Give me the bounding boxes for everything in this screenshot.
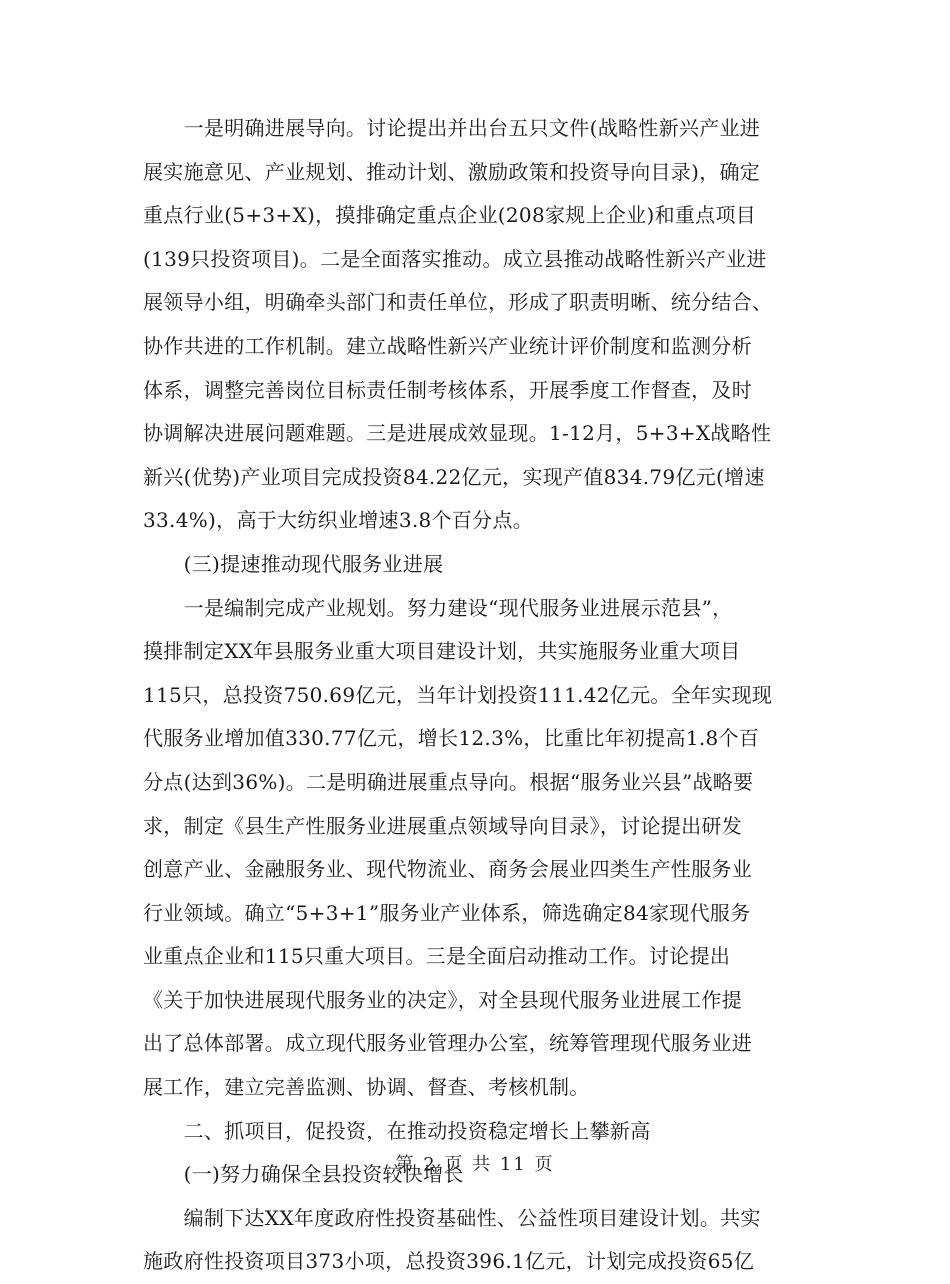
text-line: 摸排制定XX年县服务业重大项目建设计划，共实施服务业重大项目: [143, 639, 741, 664]
text-line: 一是编制完成产业规划。努力建设“现代服务业进展示范县”，: [143, 595, 733, 620]
text-line: 协作共进的工作机制。建立战略性新兴产业统计评价制度和监测分析: [143, 333, 752, 358]
text-line: 重点行业(5+3+X)，摸排确定重点企业(208家规上企业)和重点项目: [143, 203, 757, 228]
text-line: 新兴(优势)产业项目完成投资84.22亿元，实现产值834.79亿元(增速: [143, 464, 765, 489]
text-line: 求，制定《县生产性服务业进展重点领域导向目录》，讨论提出研发: [143, 813, 742, 838]
text-line: 展实施意见、产业规划、推动计划、激励政策和投资导向目录)，确定: [143, 159, 761, 184]
text-line: 出了总体部署。成立现代服务业管理办公室，统筹管理现代服务业进: [143, 1031, 752, 1056]
text-line: 展领导小组，明确牵头部门和责任单位，形成了职责明晰、统分结合、: [143, 290, 773, 315]
text-line: 行业领域。确立“5+3+1”服务业产业体系，筛选确定84家现代服务: [143, 900, 751, 925]
text-line: 施政府性投资项目373小项，总投资396.1亿元，计划完成投资65亿: [143, 1249, 755, 1274]
section-heading: 二、抓项目，促投资，在推动投资稳定增长上攀新高: [143, 1118, 651, 1143]
section-heading: (一)努力确保全县投资较快增长: [143, 1162, 464, 1187]
text-line: 业重点企业和115只重大项目。三是全面启动推动工作。讨论提出: [143, 944, 731, 969]
text-line: 《关于加快进展现代服务业的决定》，对全县现代服务业进展工作提: [143, 987, 742, 1012]
section-heading: (三)提速推动现代服务业进展: [143, 551, 444, 576]
text-line: 代服务业增加值330.77亿元，增长12.3%，比重比年初提高1.8个百: [143, 726, 760, 751]
text-line: 展工作，建立完善监测、协调、督查、考核机制。: [143, 1075, 590, 1100]
text-line: 115只，总投资750.69亿元，当年计划投资111.42亿元。全年实现现: [143, 682, 773, 707]
text-line: 协调解决进展问题难题。三是进展成效显现。1-12月，5+3+X战略性: [143, 421, 772, 446]
text-line: 分点(达到36%)。二是明确进展重点导向。根据“服务业兴县”战略要: [143, 769, 754, 794]
page-number-footer: 第 2 页 共 11 页: [395, 1154, 555, 1175]
text-line: 33.4%)，高于大纺织业增速3.8个百分点。: [143, 508, 534, 533]
text-line: (139只投资项目)。二是全面落实推动。成立县推动战略性新兴产业进: [143, 246, 767, 271]
text-line: 体系，调整完善岗位目标责任制考核体系，开展季度工作督查，及时: [143, 377, 752, 402]
body-text: [143, 107, 813, 1284]
text-line: 编制下达XX年度政府性投资基础性、公益性项目建设计划。共实: [143, 1205, 761, 1230]
text-line: 一是明确进展导向。讨论提出并出台五只文件(战略性新兴产业进: [143, 116, 761, 140]
text-line: 创意产业、金融服务业、现代物流业、商务会展业四类生产性服务业: [143, 857, 752, 882]
